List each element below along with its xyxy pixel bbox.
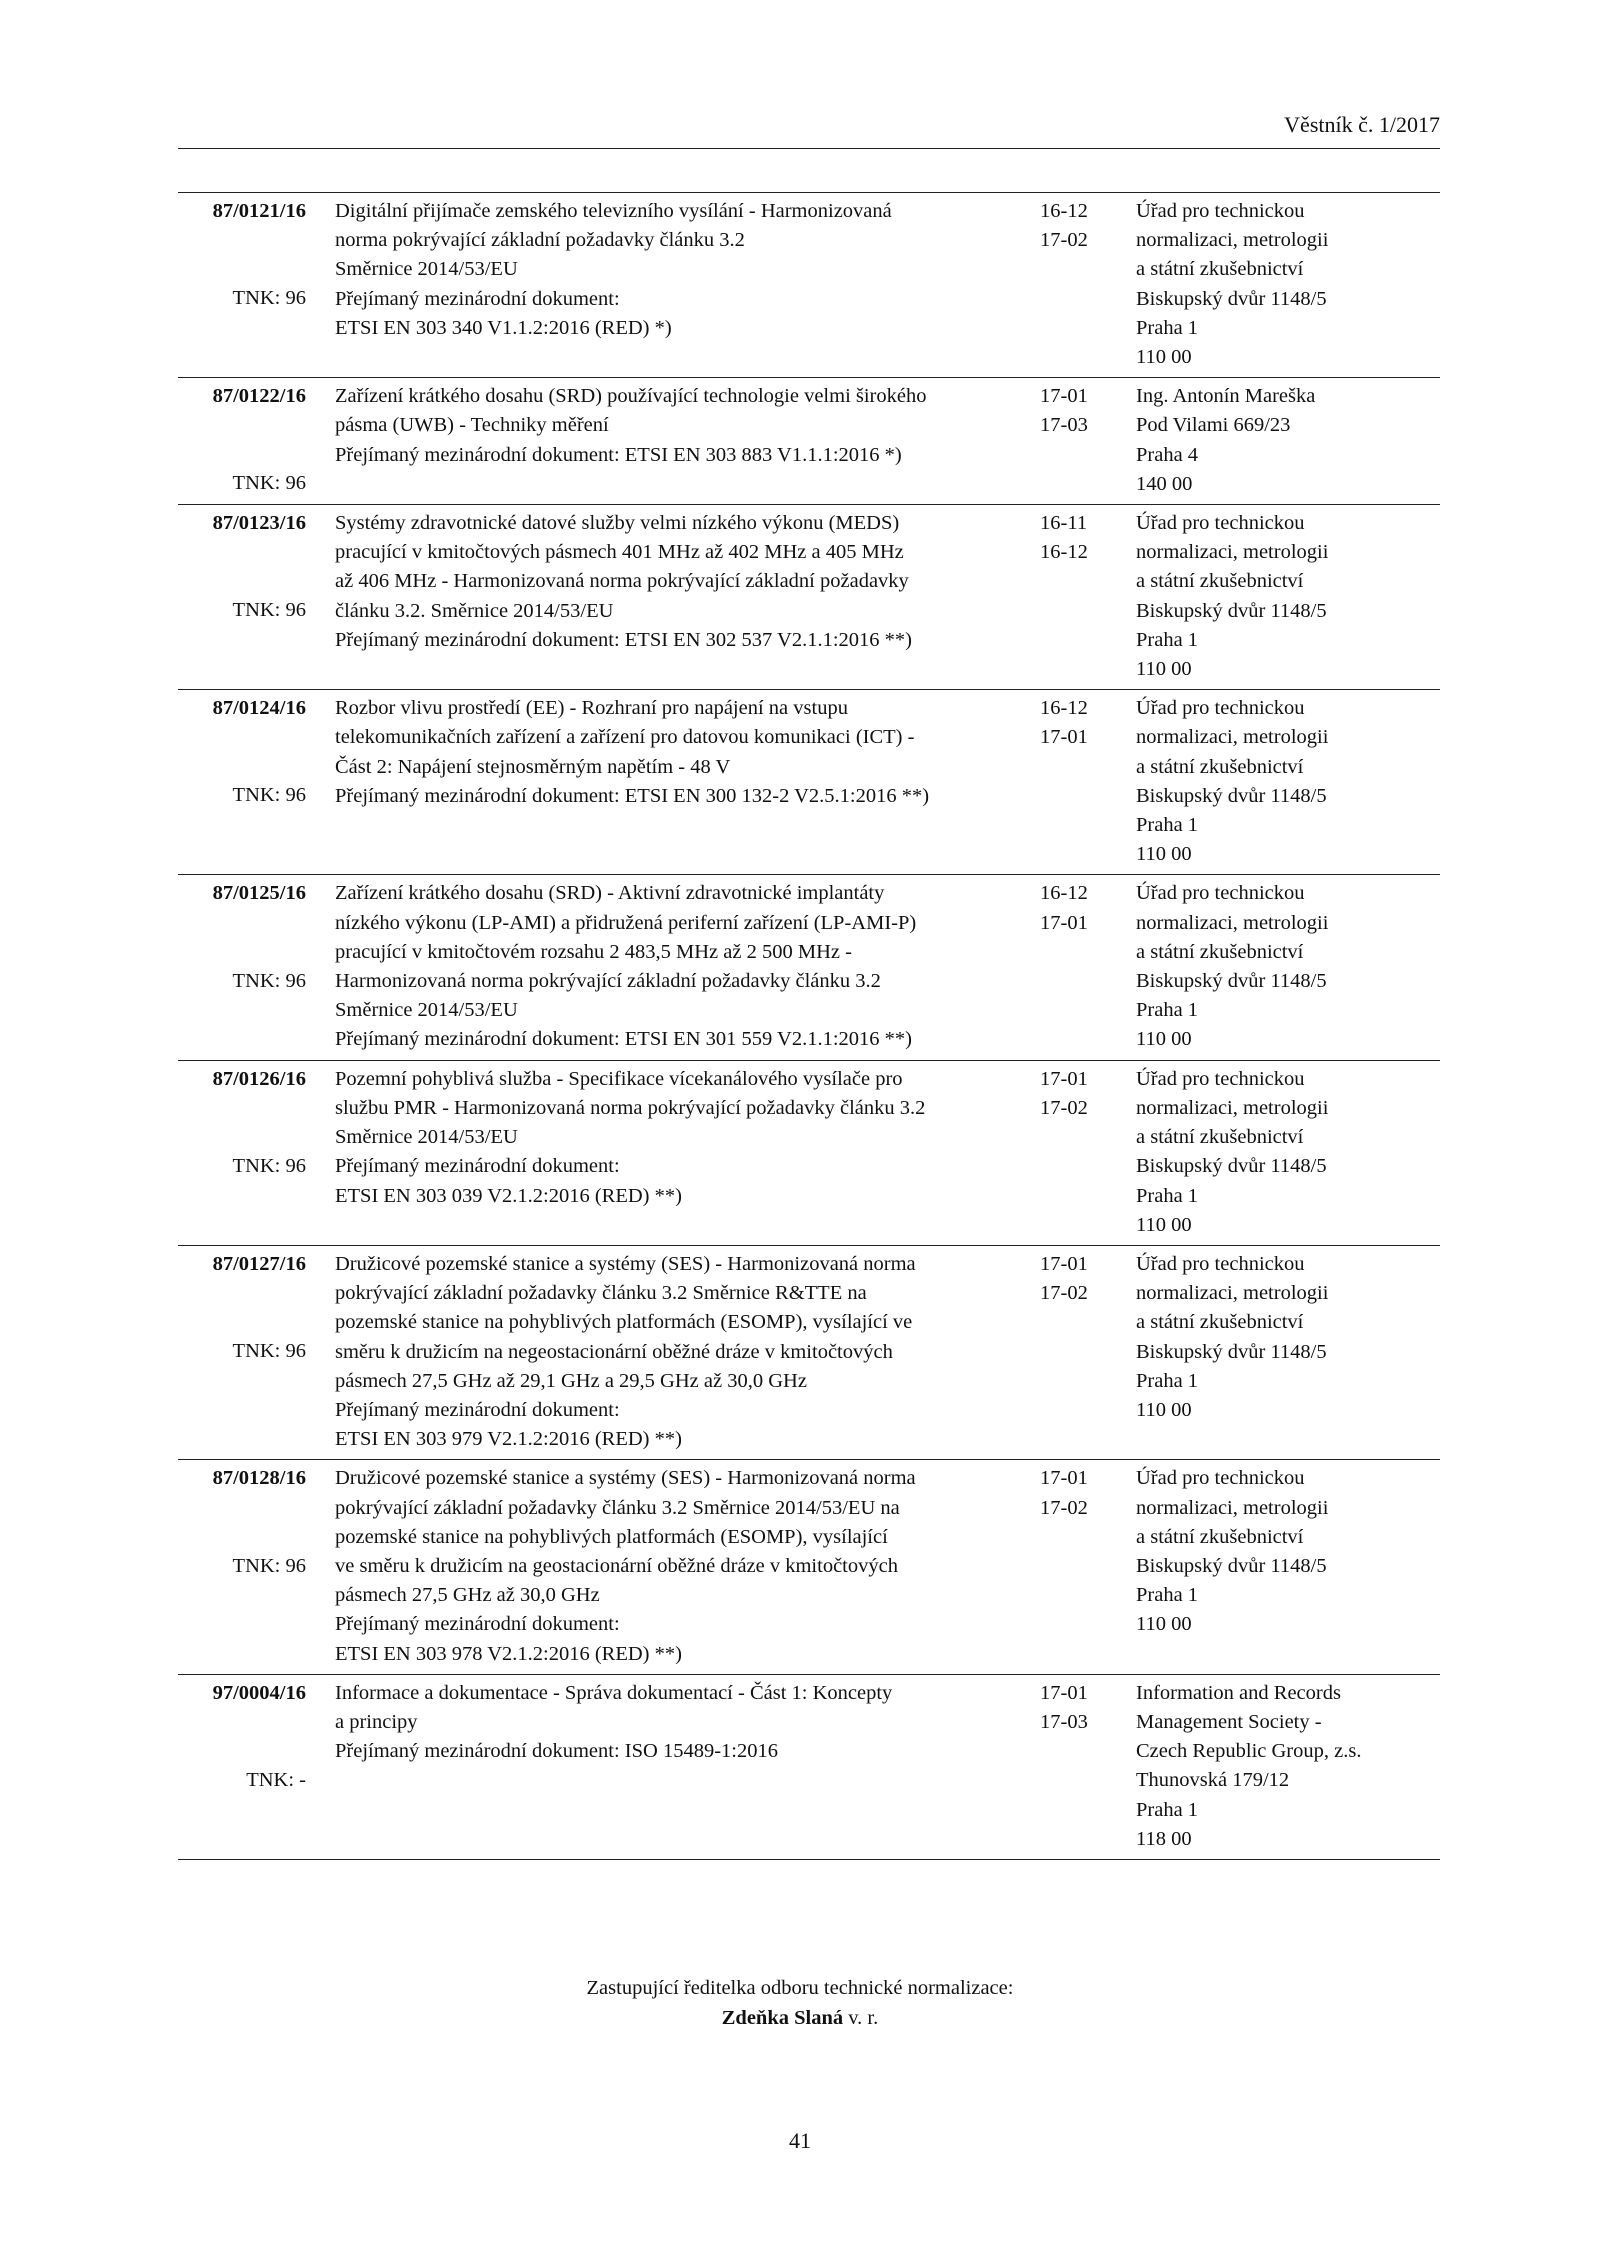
record-date: 17-01 — [1040, 1467, 1088, 1490]
record-number: 97/0004/16 — [212, 1681, 306, 1704]
record-title-line: Přejímaný mezinárodní dokument: ETSI EN 302 537 V2.1.1:2016 **) — [335, 628, 912, 651]
record-date: 17-01 — [1040, 1681, 1088, 1704]
record-title-line: až 406 MHz - Harmonizovaná norma pokrývající základní požadavky — [335, 570, 909, 593]
record-dates-cell — [1033, 509, 1133, 684]
record-date: 17-01 — [1040, 385, 1088, 408]
record-title-line: pásmech 27,5 GHz až 29,1 GHz a 29,5 GHz až 30,0 GHz — [335, 1369, 807, 1392]
table-row — [178, 1675, 1440, 1860]
record-number: 87/0125/16 — [212, 882, 306, 905]
record-title-line: nízkého výkonu (LP-AMI) a přidružená periferní zařízení (LP-AMI-P) — [335, 911, 917, 934]
record-address-line: Pod Vilami 669/23 — [1136, 414, 1291, 437]
record-title-line: Družicové pozemské stanice a systémy (SES) - Harmonizovaná norma — [335, 1467, 916, 1490]
page-number: 41 — [789, 2128, 811, 2153]
record-address-line: Úřad pro technickou — [1136, 1467, 1305, 1490]
record-date: 16-12 — [1040, 200, 1088, 222]
record-title-line: pracující v kmitočtovém rozsahu 2 483,5 MHz až 2 500 MHz - — [335, 940, 852, 963]
record-tnk: TNK: 96 — [232, 784, 306, 807]
record-date: 17-02 — [1040, 1096, 1088, 1119]
record-tnk: TNK: 96 — [232, 287, 306, 310]
record-title-line: Digitální přijímače zemského televizního vysílání - Harmonizovaná — [335, 200, 892, 222]
record-title-cell — [306, 1250, 1033, 1454]
record-title-cell — [306, 509, 1033, 684]
record-address-line: 110 00 — [1136, 1398, 1192, 1421]
record-dates-cell — [1033, 1464, 1133, 1668]
record-title-line: článku 3.2. Směrnice 2014/53/EU — [335, 599, 614, 622]
record-address-line: normalizaci, metrologii — [1136, 1096, 1329, 1119]
record-id-cell — [178, 1464, 306, 1668]
record-address-line: 110 00 — [1136, 1613, 1192, 1636]
record-dates-cell — [1033, 382, 1133, 499]
record-title-line: pokrývající základní požadavky článku 3.2 Směrnice R&TTE na — [335, 1282, 867, 1305]
record-address-line: Praha 1 — [1136, 316, 1199, 339]
record-address-line: Úřad pro technickou — [1136, 512, 1305, 535]
record-title-line: Část 2: Napájení stejnosměrným napětím - 48 V — [335, 755, 731, 778]
record-title-line: službu PMR - Harmonizovaná norma pokrývající požadavky článku 3.2 — [335, 1096, 926, 1119]
record-title-line: Rozbor vlivu prostředí (EE) - Rozhraní pro napájení na vstupu — [335, 697, 848, 720]
record-address-line: normalizaci, metrologii — [1136, 1282, 1329, 1305]
record-id-cell — [178, 1065, 306, 1240]
record-address-line: Biskupský dvůr 1148/5 — [1136, 1554, 1327, 1577]
record-address-cell — [1133, 1250, 1440, 1454]
record-title-cell — [306, 1464, 1033, 1668]
record-address-line: Thunovská 179/12 — [1136, 1769, 1290, 1792]
record-title-line: Směrnice 2014/53/EU — [335, 999, 518, 1022]
record-id-cell — [178, 694, 306, 869]
record-address-line: a státní zkušebnictví — [1136, 1311, 1304, 1334]
page-header — [178, 112, 1440, 149]
record-title-cell — [306, 1679, 1033, 1854]
record-title-line: Družicové pozemské stanice a systémy (SES) - Harmonizovaná norma — [335, 1252, 916, 1275]
record-address-line: Úřad pro technickou — [1136, 1067, 1305, 1090]
record-id-cell — [178, 197, 306, 372]
record-address-line: Praha 1 — [1136, 1584, 1199, 1607]
table-row — [178, 875, 1440, 1060]
record-id-cell — [178, 382, 306, 499]
record-address-line: normalizaci, metrologii — [1136, 911, 1329, 934]
record-address-line: a státní zkušebnictví — [1136, 258, 1304, 281]
record-address-line: Management Society - — [1136, 1710, 1322, 1733]
record-title-line: ve směru k družicím na geostacionární oběžné dráze v kmitočtových — [335, 1554, 898, 1577]
record-address-line: normalizaci, metrologii — [1136, 726, 1329, 749]
record-address-line: a státní zkušebnictví — [1136, 755, 1304, 778]
record-address-line: 118 00 — [1136, 1827, 1192, 1850]
record-title-line: směru k družicím na negeostacionární oběžné dráze v kmitočtových — [335, 1340, 893, 1363]
table-row — [178, 1246, 1440, 1460]
record-tnk: TNK: 96 — [232, 472, 306, 495]
record-title-line: a principy — [335, 1710, 418, 1733]
record-title-cell — [306, 382, 1033, 499]
record-number: 87/0124/16 — [212, 697, 306, 720]
record-number: 87/0123/16 — [212, 512, 306, 535]
record-number: 87/0126/16 — [212, 1067, 306, 1090]
record-address-cell — [1133, 197, 1440, 372]
record-address-line: Úřad pro technickou — [1136, 697, 1305, 720]
records-table — [178, 192, 1440, 1860]
record-address-line: Biskupský dvůr 1148/5 — [1136, 1155, 1327, 1178]
record-address-line: Praha 1 — [1136, 628, 1199, 651]
record-address-line: a státní zkušebnictví — [1136, 570, 1304, 593]
record-date: 16-12 — [1040, 882, 1088, 905]
record-title-line: Přejímaný mezinárodní dokument: — [335, 287, 620, 310]
record-date: 17-01 — [1040, 726, 1088, 749]
record-title-line: Směrnice 2014/53/EU — [335, 1126, 518, 1149]
record-address-line: normalizaci, metrologii — [1136, 1496, 1329, 1519]
record-tnk: TNK: - — [246, 1768, 306, 1791]
record-title-cell — [306, 879, 1033, 1054]
table-row — [178, 378, 1440, 505]
record-date: 17-01 — [1040, 911, 1088, 934]
record-dates-cell — [1033, 1250, 1133, 1454]
record-address-line: Biskupský dvůr 1148/5 — [1136, 784, 1327, 807]
record-address-cell — [1133, 694, 1440, 869]
record-date: 16-11 — [1040, 512, 1088, 535]
record-address-line: 110 00 — [1136, 658, 1192, 681]
record-address-line: Úřad pro technickou — [1136, 1252, 1305, 1275]
record-title-line: Přejímaný mezinárodní dokument: ISO 15489-1:2016 — [335, 1740, 778, 1763]
record-date: 17-02 — [1040, 1282, 1088, 1305]
record-tnk: TNK: 96 — [232, 1554, 306, 1577]
record-address-line: Úřad pro technickou — [1136, 882, 1305, 905]
record-address-line: Information and Records — [1136, 1681, 1341, 1704]
record-title-line: Přejímaný mezinárodní dokument: — [335, 1155, 620, 1178]
record-title-line: ETSI EN 303 340 V1.1.2:2016 (RED) *) — [335, 316, 672, 339]
record-address-line: normalizaci, metrologii — [1136, 541, 1329, 564]
record-title-line: Harmonizovaná norma pokrývající základní požadavky článku 3.2 — [335, 970, 881, 993]
record-address-line: 110 00 — [1136, 346, 1192, 369]
table-row — [178, 690, 1440, 875]
record-address-line: Biskupský dvůr 1148/5 — [1136, 287, 1327, 310]
record-number: 87/0128/16 — [212, 1467, 306, 1490]
record-title-line: pásmech 27,5 GHz až 30,0 GHz — [335, 1584, 600, 1607]
signature-role: Zastupující ředitelka odboru technické normalizace: — [586, 1977, 1014, 1999]
record-address-cell — [1133, 1679, 1440, 1854]
record-dates-cell — [1033, 197, 1133, 372]
record-title-line: Směrnice 2014/53/EU — [335, 258, 518, 281]
record-address-line: 110 00 — [1136, 1213, 1192, 1236]
bulletin-title: Věstník č. 1/2017 — [1284, 112, 1440, 137]
signature-suffix: v. r. — [843, 2007, 879, 2029]
record-title-line: pracující v kmitočtových pásmech 401 MHz až 402 MHz a 405 MHz — [335, 541, 904, 564]
record-title-line: pozemské stanice na pohyblivých platformách (ESOMP), vysílající ve — [335, 1311, 913, 1334]
record-title-line: Přejímaný mezinárodní dokument: — [335, 1398, 620, 1421]
record-address-line: a státní zkušebnictví — [1136, 940, 1304, 963]
record-address-line: normalizaci, metrologii — [1136, 229, 1329, 252]
record-address-line: 110 00 — [1136, 1028, 1192, 1051]
record-address-cell — [1133, 879, 1440, 1054]
record-address-line: Praha 1 — [1136, 999, 1199, 1022]
record-title-line: telekomunikačních zařízení a zařízení pro datovou komunikaci (ICT) - — [335, 726, 915, 749]
record-address-cell — [1133, 1065, 1440, 1240]
record-address-line: Praha 1 — [1136, 1369, 1199, 1392]
record-date: 17-03 — [1040, 1710, 1088, 1733]
record-title-line: Přejímaný mezinárodní dokument: ETSI EN 301 559 V2.1.1:2016 **) — [335, 1028, 912, 1051]
record-date: 16-12 — [1040, 541, 1088, 564]
record-id-cell — [178, 879, 306, 1054]
record-title-cell — [306, 694, 1033, 869]
record-number: 87/0127/16 — [212, 1252, 306, 1275]
record-address-line: Praha 1 — [1136, 814, 1199, 837]
record-title-line: ETSI EN 303 979 V2.1.2:2016 (RED) **) — [335, 1428, 682, 1451]
record-title-line: Zařízení krátkého dosahu (SRD) používající technologie velmi širokého — [335, 385, 927, 408]
record-date: 17-02 — [1040, 229, 1088, 252]
record-title-line: Přejímaný mezinárodní dokument: ETSI EN 300 132-2 V2.5.1:2016 **) — [335, 784, 930, 807]
record-address-line: Biskupský dvůr 1148/5 — [1136, 1340, 1327, 1363]
record-title-line: Zařízení krátkého dosahu (SRD) - Aktivní zdravotnické implantáty — [335, 882, 885, 905]
record-address-line: Praha 4 — [1136, 443, 1199, 466]
record-tnk: TNK: 96 — [232, 969, 306, 992]
record-title-line: pokrývající základní požadavky článku 3.2 Směrnice 2014/53/EU na — [335, 1496, 900, 1519]
record-address-line: a státní zkušebnictví — [1136, 1525, 1304, 1548]
record-tnk: TNK: 96 — [232, 1154, 306, 1177]
record-address-cell — [1133, 509, 1440, 684]
record-tnk: TNK: 96 — [232, 1340, 306, 1363]
table-row — [178, 505, 1440, 690]
record-address-line: 110 00 — [1136, 843, 1192, 866]
record-title-line: pozemské stanice na pohyblivých platformách (ESOMP), vysílající — [335, 1525, 888, 1548]
record-address-line: Biskupský dvůr 1148/5 — [1136, 970, 1327, 993]
table-row — [178, 193, 1440, 378]
record-number: 87/0122/16 — [212, 385, 306, 408]
record-id-cell — [178, 1250, 306, 1454]
signature-line — [0, 2003, 1600, 2033]
record-title-line: Přejímaný mezinárodní dokument: ETSI EN 303 883 V1.1.1:2016 *) — [335, 443, 902, 466]
record-title-line: Informace a dokumentace - Správa dokumentací - Část 1: Koncepty — [335, 1681, 893, 1704]
signature-block — [0, 1973, 1600, 2033]
record-dates-cell — [1033, 694, 1133, 869]
record-title-line: Přejímaný mezinárodní dokument: — [335, 1613, 620, 1636]
table-row — [178, 1061, 1440, 1246]
record-title-cell — [306, 197, 1033, 372]
signature-name: Zdeňka Slaná — [721, 2007, 844, 2029]
record-title-line: ETSI EN 303 039 V2.1.2:2016 (RED) **) — [335, 1184, 682, 1207]
record-title-cell — [306, 1065, 1033, 1240]
record-dates-cell — [1033, 1679, 1133, 1854]
record-address-line: a státní zkušebnictví — [1136, 1126, 1304, 1149]
record-date: 17-02 — [1040, 1496, 1088, 1519]
record-title-line: norma pokrývající základní požadavky článku 3.2 — [335, 229, 745, 252]
record-address-cell — [1133, 1464, 1440, 1668]
record-date: 17-01 — [1040, 1252, 1088, 1275]
record-title-line: Pozemní pohyblivá služba - Specifikace vícekanálového vysílače pro — [335, 1067, 903, 1090]
record-title-line: Systémy zdravotnické datové služby velmi nízkého výkonu (MEDS) — [335, 512, 900, 535]
record-address-line: Ing. Antonín Mareška — [1136, 385, 1316, 408]
record-address-cell — [1133, 382, 1440, 499]
record-date: 17-01 — [1040, 1067, 1088, 1090]
record-number: 87/0121/16 — [212, 200, 306, 222]
record-address-line: Biskupský dvůr 1148/5 — [1136, 599, 1327, 622]
record-tnk: TNK: 96 — [232, 599, 306, 622]
record-id-cell — [178, 509, 306, 684]
table-row — [178, 1460, 1440, 1674]
record-title-line: ETSI EN 303 978 V2.1.2:2016 (RED) **) — [335, 1642, 682, 1665]
record-address-line: Praha 1 — [1136, 1184, 1199, 1207]
record-address-line: Czech Republic Group, z.s. — [1136, 1740, 1362, 1763]
record-date: 16-12 — [1040, 697, 1088, 720]
record-id-cell — [178, 1679, 306, 1854]
record-address-line: 140 00 — [1136, 472, 1193, 495]
record-address-line: Úřad pro technickou — [1136, 200, 1305, 222]
record-title-line: pásma (UWB) - Techniky měření — [335, 414, 609, 437]
record-dates-cell — [1033, 879, 1133, 1054]
record-address-line: Praha 1 — [1136, 1798, 1199, 1821]
record-dates-cell — [1033, 1065, 1133, 1240]
record-date: 17-03 — [1040, 414, 1088, 437]
